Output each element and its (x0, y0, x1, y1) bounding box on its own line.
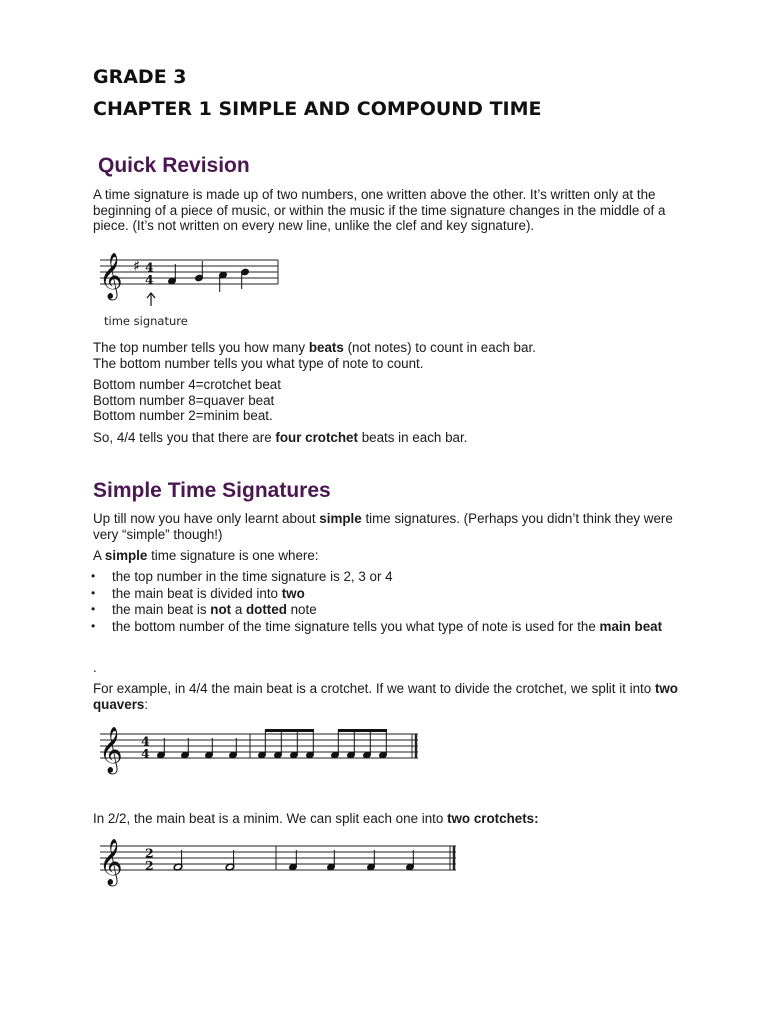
list-item: • the bottom number of the time signature tells you what type of note is used for the main beat (93, 619, 673, 635)
ts-bottom: 4 (141, 746, 150, 761)
top-number-text: The top number tells you how many beats (not notes) to count in each bar. The bottom number tells you what type of note to count. (93, 340, 536, 371)
music-example-time-signature (96, 248, 286, 318)
ts-top: 4 (141, 733, 150, 749)
four-four-summary: So, 4/4 tells you that there are four crotchet beats in each bar. (93, 430, 468, 445)
crotchet-split-paragraph: For example, in 4/4 the main beat is a crotchet. If we want to divide the crotchet, we split it into two quavers: (93, 681, 678, 712)
treble-clef-icon: 𝄞 (99, 727, 123, 773)
music-example-four-four-quavers (96, 722, 426, 782)
sharp-icon: ♯ (133, 257, 141, 275)
stray-dot: . (93, 660, 97, 675)
ts-bottom: 2 (145, 858, 154, 873)
simple-definition-line: A simple time signature is one where: (93, 548, 319, 563)
music-example-two-two-crotchets (96, 834, 466, 894)
bottom-number-list: Bottom number 4=crotchet beat Bottom number 8=quaver beat Bottom number 2=minim beat. (93, 377, 281, 423)
intro-paragraph: A time signature is made up of two numbers, one written above the other. It’s written only at the beginning of a piece of music, or within the music if the time signature changes in the middle of a piece. (It’s not written on every new line, unlike the clef and key signature). (93, 187, 666, 233)
minim-split-paragraph: In 2/2, the main beat is a minim. We can split each one into two crotchets: (93, 811, 539, 826)
time-signature-caption: time signature (104, 314, 188, 328)
treble-clef-icon: 𝄞 (99, 839, 123, 885)
arrow-up-icon (147, 293, 155, 306)
grade-heading: GRADE 3 (93, 66, 187, 88)
simple-time-rules-list (93, 569, 673, 635)
treble-clef-icon: 𝄞 (99, 253, 123, 299)
ts-bottom: 4 (145, 272, 154, 287)
list-item: • the main beat is not a dotted note (93, 602, 673, 618)
simple-intro-paragraph: Up till now you have only learnt about simple time signatures. (Perhaps you didn’t think they were very “simple” though!) (93, 511, 673, 542)
list-item: • the main beat is divided into two (93, 586, 673, 602)
list-item: • the top number in the time signature is 2, 3 or 4 (93, 569, 673, 585)
simple-time-heading: Simple Time Signatures (93, 479, 331, 502)
ts-top: 4 (145, 259, 154, 275)
quick-revision-heading: Quick Revision (98, 154, 250, 177)
chapter-heading: CHAPTER 1 SIMPLE AND COMPOUND TIME (93, 98, 542, 120)
ts-top: 2 (145, 845, 154, 861)
